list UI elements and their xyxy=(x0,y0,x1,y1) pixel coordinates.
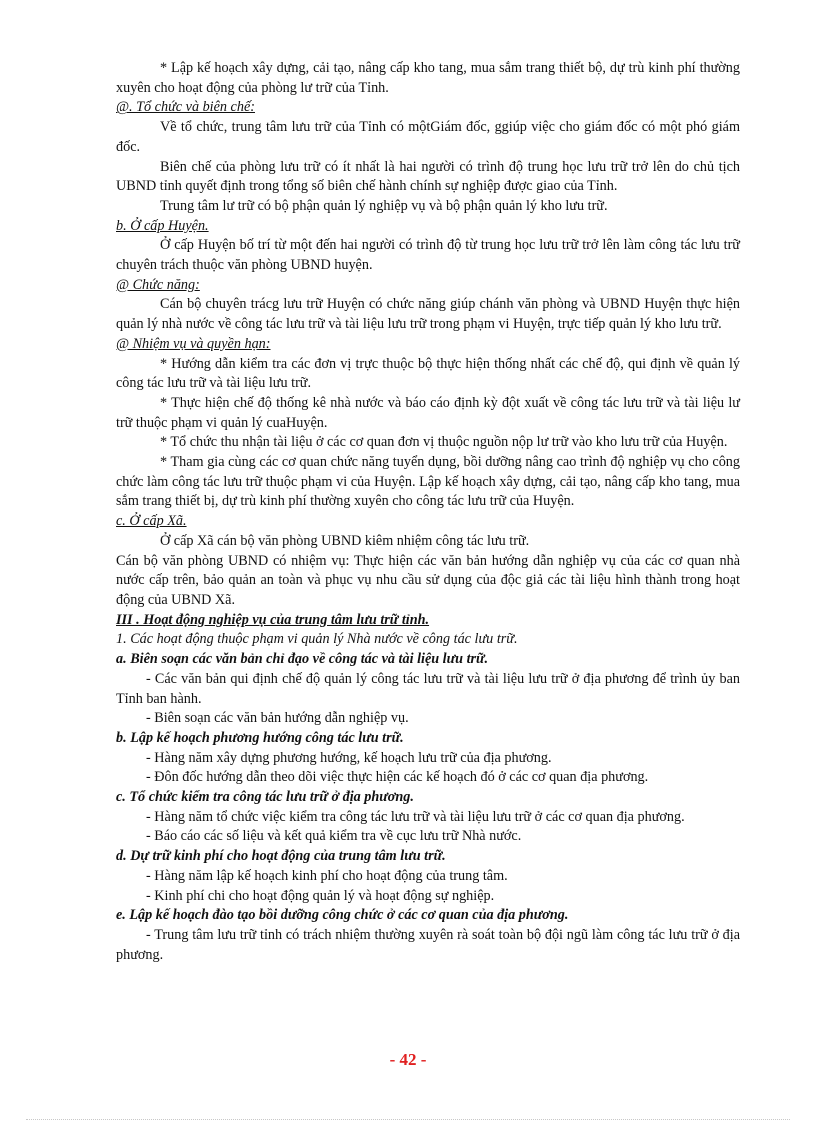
paragraph: * Tổ chức thu nhận tài liệu ở các cơ quan đơn vị thuộc nguồn nộp lư trữ vào kho lưu trữ của Huyện. xyxy=(160,434,728,451)
paragraph: Trung tâm lư trữ có bộ phận quản lý nghiệp vụ và bộ phận quản lý kho lưu trữ. xyxy=(160,197,608,214)
paragraph: * Tham gia cùng các cơ quan chức năng tuyển dụng, bồi dưỡng nâng cao trình độ nghiệp vụ cho công chức làm công tác lưu trữ thuộc phạm vi của Huyện. Lập kế hoạch xây dựng, cải tạo, nâng cấp kho tang, mua sắm trang thiết bị, dự trù kinh phí thường xuyên cho công tác lưu trữ của Huyện. xyxy=(116,454,740,510)
section-heading: @ Nhiệm vụ và quyền hạn: xyxy=(116,335,271,352)
section-heading: c. Tổ chức kiểm tra công tác lưu trữ ở địa phương. xyxy=(116,789,414,806)
section-heading: d. Dự trữ kinh phí cho hoạt động của trung tâm lưu trữ. xyxy=(116,848,446,865)
paragraph: Cán bộ văn phòng UBND có nhiệm vụ: Thực hiện các văn bản hướng dẫn nghiệp vụ của các cơ quan nhà nước cấp trên, bảo quản an toàn và phục vụ nhu cầu sử dụng của độc giả các tài liệu hình thành trong hoạt động của UBND Xã. xyxy=(116,552,740,608)
section-heading: a. Biên soạn các văn bản chỉ đạo về công tác và tài liệu lưu trữ. xyxy=(116,651,489,668)
paragraph: - Biên soạn các văn bản hướng dẫn nghiệp vụ. xyxy=(146,710,409,727)
section-heading: III . Hoạt động nghiệp vụ của trung tâm lưu trữ tỉnh. xyxy=(116,611,430,628)
paragraph: * Hướng dẫn kiểm tra các đơn vị trực thuộc bộ thực hiện thống nhất các chế độ, qui định về quản lý công tác lưu trữ và tài liệu lưu trữ. xyxy=(116,355,740,392)
paragraph: - Báo cáo các số liệu và kết quả kiểm tra về cục lưu trữ Nhà nước. xyxy=(146,828,522,845)
paragraph: - Hàng năm tổ chức việc kiểm tra công tác lưu trữ và tài liệu lưu trữ ở các cơ quan địa phương. xyxy=(146,808,685,825)
section-heading: b. Lập kế hoạch phương hướng công tác lưu trữ. xyxy=(116,729,404,746)
page-number: - 42 - xyxy=(389,1050,427,1069)
section-heading: @ Chức năng: xyxy=(116,276,200,293)
paragraph: - Đôn đốc hướng dẫn theo dõi việc thực hiện các kế hoạch đó ở các cơ quan địa phương. xyxy=(146,769,649,786)
paragraph: Biên chế của phòng lưu trữ có ít nhất là hai người có trình độ trung học lưu trữ trở lên do chủ tịch UBND tỉnh quyết định trong tổng số biên chế hành chính sự nghiệp được giao của Tỉnh. xyxy=(116,158,740,195)
paragraph: - Kinh phí chi cho hoạt động quản lý và hoạt động sự nghiệp. xyxy=(146,887,495,904)
paragraph: - Trung tâm lưu trữ tỉnh có trách nhiệm thường xuyên rà soát toàn bộ đội ngũ làm công tác lưu trữ ở địa phương. xyxy=(116,926,740,963)
section-heading: 1. Các hoạt động thuộc phạm vi quản lý Nhà nước về công tác lưu trữ. xyxy=(116,631,518,648)
section-heading: c. Ở cấp Xã. xyxy=(116,513,187,530)
paragraph: - Các văn bản qui định chế độ quản lý công tác lưu trữ và tài liệu lưu trữ ở địa phương để trình ủy ban Tỉnh ban hành. xyxy=(116,670,740,707)
paragraph: Về tổ chức, trung tâm lưu trữ của Tỉnh có mộtGiám đốc, ggiúp việc cho giám đốc có một phó giám đốc. xyxy=(116,119,740,155)
page-body xyxy=(116,59,740,965)
section-heading: e. Lập kế hoạch đào tạo bồi dưỡng công chức ở các cơ quan của địa phương. xyxy=(116,907,569,924)
paragraph: * Thực hiện chế độ thống kê nhà nước và báo cáo định kỳ đột xuất về công tác lưu trữ và tài liệu lư trữ thuộc phạm vi quản lý cuaHuyện. xyxy=(116,394,740,431)
paragraph: * Lập kế hoạch xây dựng, cải tạo, nâng cấp kho tang, mua sắm trang thiết bộ, dự trù kinh phí thường xuyên cho hoạt động của phòng lư trữ của Tỉnh. xyxy=(116,60,740,96)
section-heading: b. Ở cấp Huyện. xyxy=(116,217,209,234)
paragraph: Ở cấp Xã cán bộ văn phòng UBND kiêm nhiệm công tác lưu trữ. xyxy=(160,532,530,549)
paragraph: Cán bộ chuyên trácg lưu trữ Huyện có chức năng giúp chánh văn phòng và UBND Huyện thực hiện quản lý nhà nước về công tác lưu trữ và tài liệu lưu trữ trong phạm vi Huyện, trực tiếp quản lý kho lưu trữ. xyxy=(116,296,740,333)
paragraph: - Hàng năm xây dựng phương hướng, kế hoạch lưu trữ của địa phương. xyxy=(146,749,552,766)
footer-rule xyxy=(26,1119,790,1120)
paragraph: Ở cấp Huyện bố trí từ một đến hai người có trình độ từ trung học lưu trữ trở lên làm công tác lưu trữ chuyên trách thuộc văn phòng UBND huyện. xyxy=(116,237,740,274)
paragraph: - Hàng năm lập kế hoạch kinh phí cho hoạt động của trung tâm. xyxy=(146,867,508,884)
section-heading: @. Tổ chức và biên chế: xyxy=(116,99,255,116)
